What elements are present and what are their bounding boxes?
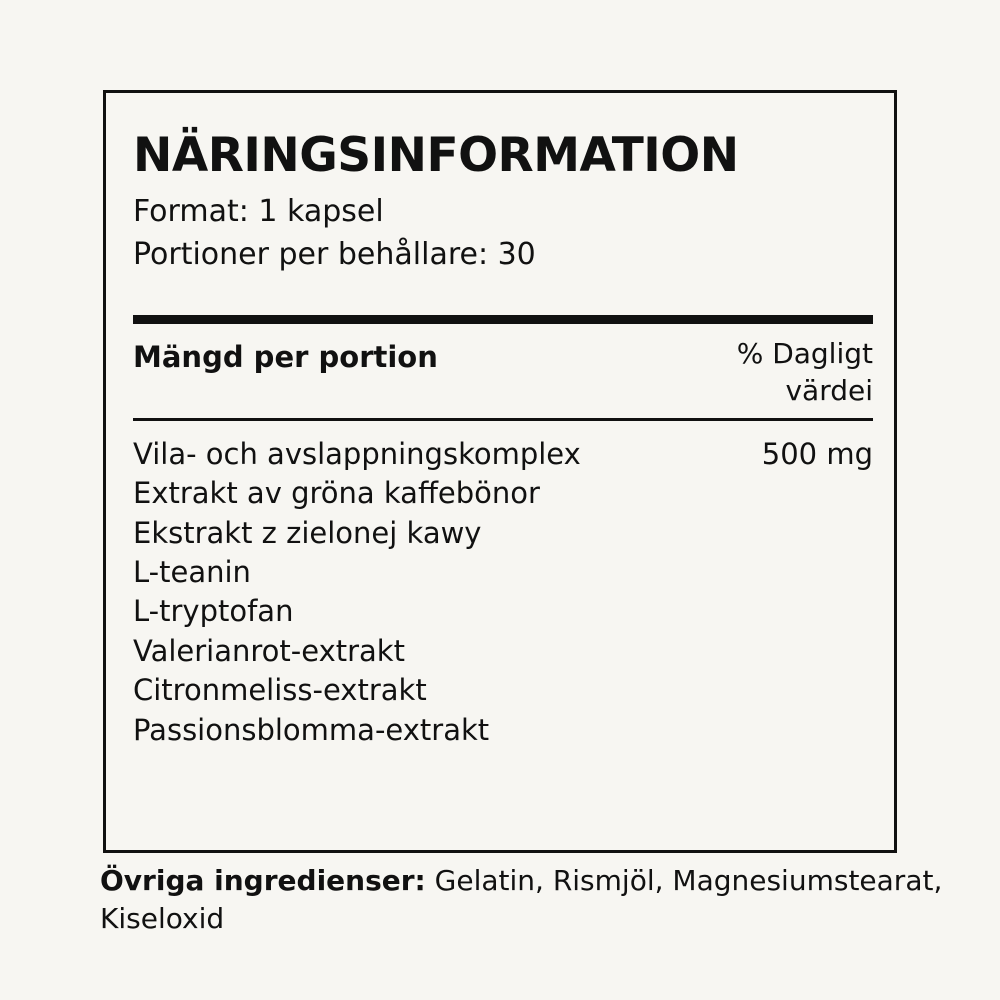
other-ingredients-value: Gelatin, Rismjöl, Magnesiumstearat, Kiseloxid xyxy=(100,864,943,936)
ingredient-amount: 500 mg xyxy=(761,436,873,471)
amount-per-serving-header: Mängd per portion xyxy=(133,339,438,374)
list-item xyxy=(133,711,873,750)
ingredient-name: Extrakt av gröna kaffebönor xyxy=(133,476,540,511)
ingredient-name: Passionsblomma-extrakt xyxy=(133,712,490,747)
serving-size-text: Format: 1 kapsel xyxy=(133,193,384,229)
thick-divider xyxy=(133,315,873,324)
thin-divider xyxy=(133,418,873,421)
table-header-row xyxy=(133,336,873,410)
nutrition-facts-panel xyxy=(103,90,897,853)
other-ingredients-label: Övriga ingredienser: xyxy=(100,864,426,897)
other-ingredients xyxy=(100,862,960,938)
ingredient-name: Vila- och avslappningskomplex xyxy=(133,436,581,471)
daily-value-header: % Dagligt värdei xyxy=(736,336,873,407)
page-title: NÄRINGSINFORMATION xyxy=(133,128,739,183)
ingredient-list xyxy=(133,435,873,751)
list-item xyxy=(133,474,873,513)
list-item xyxy=(133,553,873,592)
servings-per-container-text: Portioner per behållare: 30 xyxy=(133,237,536,273)
ingredient-name: Ekstrakt z zielonej kawy xyxy=(133,515,482,550)
ingredient-name: L-teanin xyxy=(133,554,251,589)
list-item xyxy=(133,671,873,710)
list-item xyxy=(133,514,873,553)
list-item xyxy=(133,632,873,671)
list-item xyxy=(133,592,873,631)
list-item xyxy=(133,435,873,474)
ingredient-name: Valerianrot-extrakt xyxy=(133,633,405,668)
ingredient-name: Citronmeliss-extrakt xyxy=(133,673,427,708)
ingredient-name: L-tryptofan xyxy=(133,594,294,629)
